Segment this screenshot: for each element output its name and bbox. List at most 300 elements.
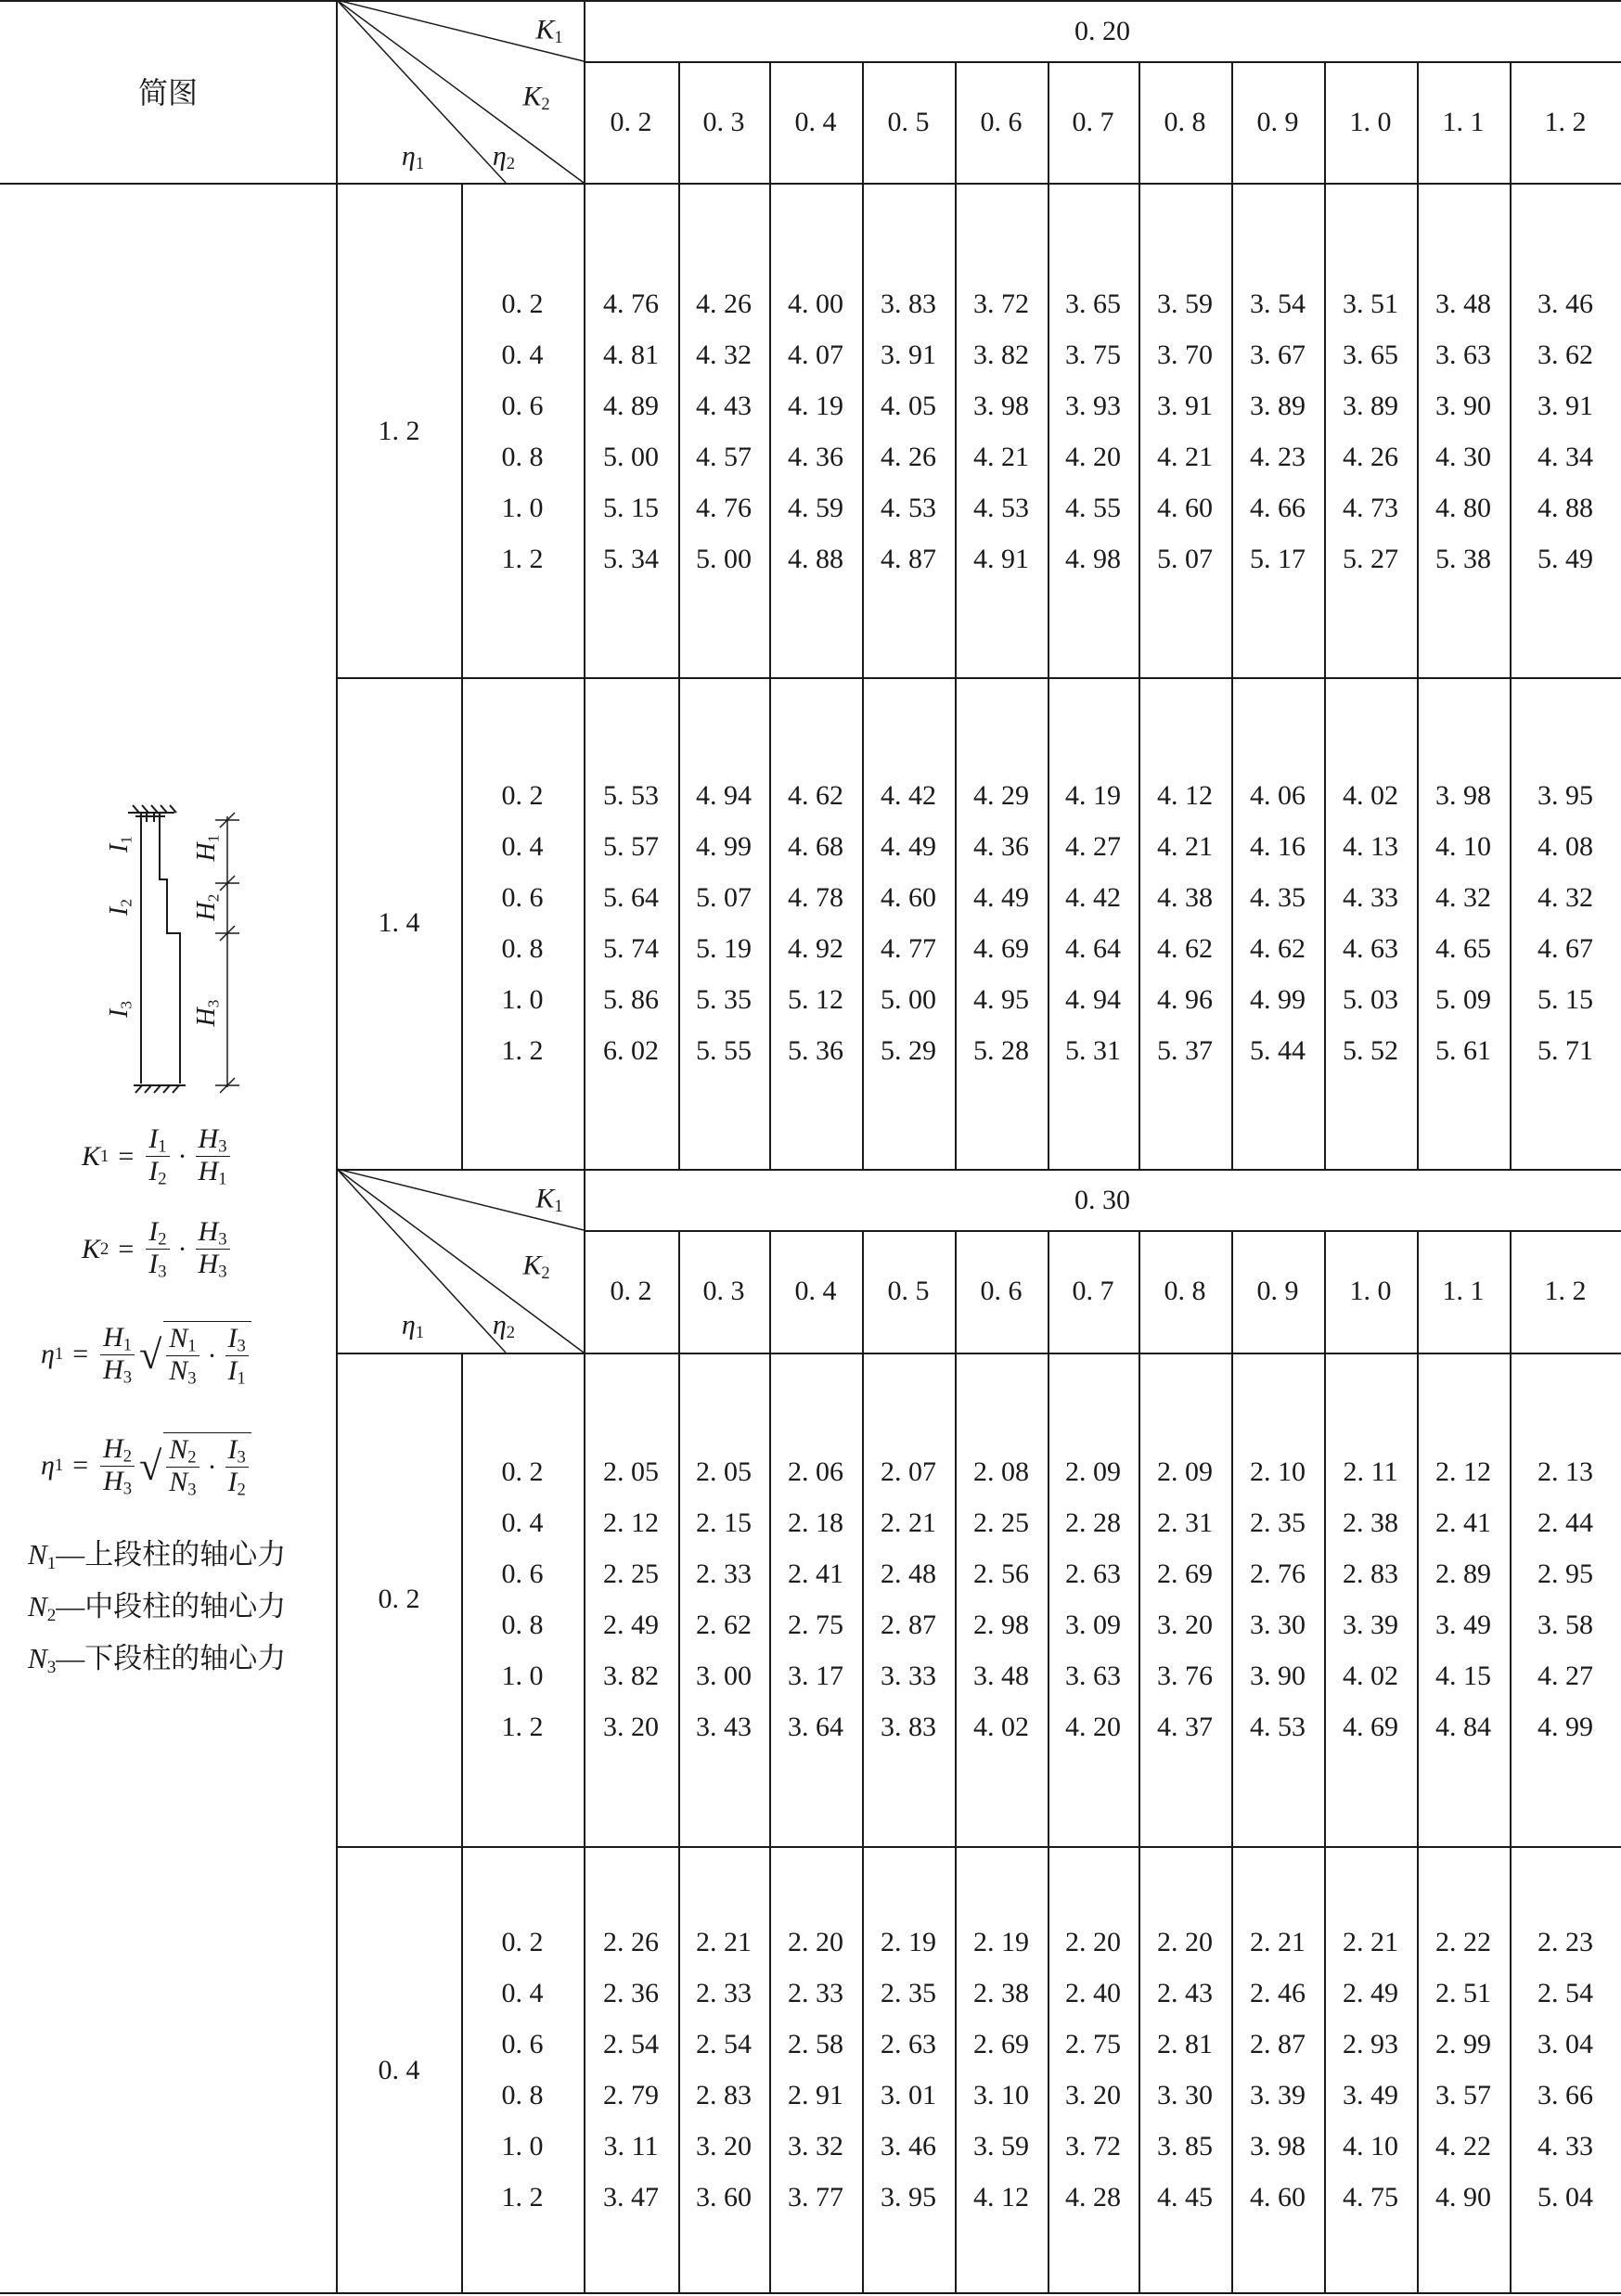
- eta2-header-label-2: $\eta_2$: [492, 1309, 516, 1343]
- table-cell: 3. 32: [788, 2131, 843, 2161]
- k2-column-header: 0. 8: [1164, 107, 1206, 137]
- table-cell: 4. 53: [881, 493, 936, 523]
- eta2-row-label: 0. 6: [501, 2029, 544, 2059]
- table-cell: 4. 53: [1250, 1712, 1306, 1742]
- table-cell: 3. 48: [973, 1661, 1029, 1691]
- table-cell: 3. 63: [1435, 340, 1491, 370]
- table-cell: 4. 20: [1065, 442, 1121, 472]
- k1-header-label-2: $K_1$: [535, 1183, 563, 1217]
- table-cell: 2. 10: [1250, 1456, 1306, 1487]
- eta2-row-label: 1. 2: [501, 1712, 544, 1742]
- table-cell: 4. 66: [1250, 493, 1306, 523]
- table-cell: 4. 19: [788, 391, 843, 421]
- eta2-row-label: 1. 0: [501, 2131, 544, 2161]
- table-cell: 4. 60: [881, 882, 936, 913]
- formula-eta2: η 1 = $\frac{H_2}{H_3}$ √ $\frac{N_2}{N_3}$ · $\frac{I_3}{I_2}$: [41, 1432, 251, 1499]
- table-cell: 2. 38: [973, 1978, 1029, 2008]
- table-cell: 3. 39: [1343, 1610, 1398, 1640]
- table-cell: 4. 26: [1343, 442, 1398, 472]
- table-cell: 2. 09: [1157, 1456, 1213, 1487]
- table-cell: 5. 00: [696, 544, 752, 574]
- legend-n2: $N_2—$中段柱的轴心力: [28, 1590, 287, 1625]
- table-cell: 3. 30: [1250, 1610, 1306, 1640]
- eta2-row-label: 0. 2: [501, 1927, 544, 1957]
- table-cell: 4. 32: [696, 340, 752, 370]
- table-cell: 4. 89: [603, 391, 659, 421]
- table-cell: 4. 07: [788, 340, 843, 370]
- legend-n3: $N_3—$下段柱的轴心力: [28, 1642, 287, 1677]
- table-cell: 2. 56: [973, 1558, 1029, 1589]
- eta2-row-label: 0. 8: [501, 933, 544, 964]
- table-cell: 3. 48: [1435, 289, 1491, 319]
- table-cell: 4. 98: [1065, 544, 1121, 574]
- k1-value-section-2: 0. 30: [1074, 1185, 1130, 1215]
- table-cell: 4. 06: [1250, 780, 1306, 811]
- table-cell: 4. 15: [1435, 1661, 1491, 1691]
- k2-column-header: 0. 5: [887, 1276, 930, 1306]
- table-cell: 3. 83: [881, 289, 936, 319]
- table-cell: 3. 20: [1065, 2080, 1121, 2110]
- k2-column-header: 0. 4: [794, 1276, 837, 1306]
- table-cell: 5. 49: [1537, 544, 1593, 574]
- table-cell: 3. 01: [881, 2080, 936, 2110]
- table-cell: 2. 20: [1157, 1927, 1213, 1957]
- table-cell: 2. 06: [788, 1456, 843, 1487]
- table-cell: 5. 34: [603, 544, 659, 574]
- eta2-row-label: 0. 2: [501, 1456, 544, 1487]
- table-cell: 5. 19: [696, 933, 752, 964]
- eta1-group-label: 0. 4: [378, 2055, 420, 2085]
- table-cell: 4. 78: [788, 882, 843, 913]
- table-cell: 4. 99: [1250, 984, 1306, 1015]
- table-cell: 5. 17: [1250, 544, 1306, 574]
- table-cell: 3. 98: [1435, 780, 1491, 811]
- table-cell: 2. 83: [696, 2080, 752, 2110]
- table-cell: 4. 27: [1065, 831, 1121, 862]
- label-i3: $I_3$: [105, 1000, 135, 1019]
- table-cell: 4. 96: [1157, 984, 1213, 1015]
- table-cell: 2. 05: [696, 1456, 752, 1487]
- table-cell: 2. 49: [603, 1610, 659, 1640]
- table-cell: 4. 42: [881, 780, 936, 811]
- k2-column-header: 0. 8: [1164, 1276, 1206, 1306]
- eta2-row-label: 0. 4: [501, 831, 544, 862]
- table-cell: 5. 00: [881, 984, 936, 1015]
- table-cell: 4. 62: [1157, 933, 1213, 964]
- table-cell: 4. 43: [696, 391, 752, 421]
- eta2-row-label: 0. 8: [501, 2080, 544, 2110]
- k2-column-header: 1. 0: [1349, 1276, 1392, 1306]
- table-cell: 3. 63: [1065, 1661, 1121, 1691]
- label-h1: $H_1$: [192, 834, 223, 862]
- eta2-row-label: 1. 0: [501, 1661, 544, 1691]
- table-cell: 2. 40: [1065, 1978, 1121, 2008]
- eta1-group-label: 1. 4: [378, 907, 420, 938]
- table-cell: 4. 73: [1343, 493, 1398, 523]
- table-cell: 2. 93: [1343, 2029, 1398, 2059]
- table-cell: 3. 20: [696, 2131, 752, 2161]
- table-cell: 2. 09: [1065, 1456, 1121, 1487]
- table-cell: 4. 59: [788, 493, 843, 523]
- table-cell: 2. 33: [788, 1978, 843, 2008]
- table-cell: 4. 38: [1157, 882, 1213, 913]
- table-cell: 2. 11: [1343, 1456, 1398, 1487]
- eta2-row-label: 1. 2: [501, 544, 544, 574]
- eta2-row-label: 0. 6: [501, 882, 544, 913]
- table-cell: 4. 84: [1435, 1712, 1491, 1742]
- table-cell: 4. 53: [973, 493, 1029, 523]
- table-cell: 5. 04: [1537, 2182, 1593, 2213]
- table-cell: 4. 32: [1435, 882, 1491, 913]
- table-cell: 3. 82: [603, 1661, 659, 1691]
- table-cell: 4. 64: [1065, 933, 1121, 964]
- table-cell: 5. 36: [788, 1035, 843, 1066]
- table-cell: 2. 21: [696, 1927, 752, 1957]
- table-cell: 3. 51: [1343, 289, 1398, 319]
- table-cell: 4. 00: [788, 289, 843, 319]
- eta1-group-label: 0. 2: [378, 1584, 420, 1614]
- table-cell: 4. 12: [973, 2182, 1029, 2213]
- k2-column-header: 1. 2: [1544, 1276, 1587, 1306]
- k2-column-header: 0. 7: [1072, 1276, 1114, 1306]
- table-cell: 2. 87: [1250, 2029, 1306, 2059]
- table-cell: 4. 26: [696, 289, 752, 319]
- table-cell: 4. 87: [881, 544, 936, 574]
- table-cell: 3. 57: [1435, 2080, 1491, 2110]
- table-cell: 3. 75: [1065, 340, 1121, 370]
- legend-n1: $N_1—$上段柱的轴心力: [28, 1538, 287, 1573]
- table-cell: 2. 25: [603, 1558, 659, 1589]
- table-cell: 3. 82: [973, 340, 1029, 370]
- table-cell: 5. 27: [1343, 544, 1398, 574]
- k2-column-header: 0. 3: [702, 1276, 745, 1306]
- table-cell: 2. 33: [696, 1558, 752, 1589]
- sqrt-sign-icon: √: [139, 1443, 162, 1489]
- table-cell: 2. 63: [881, 2029, 936, 2059]
- table-cell: 2. 28: [1065, 1507, 1121, 1538]
- table-cell: 5. 38: [1435, 544, 1491, 574]
- table-cell: 4. 02: [973, 1712, 1029, 1742]
- table-cell: 4. 92: [788, 933, 843, 964]
- table-cell: 3. 20: [1157, 1610, 1213, 1640]
- table-cell: 3. 65: [1065, 289, 1121, 319]
- table-cell: 4. 60: [1250, 2182, 1306, 2213]
- formula-k1: K 1 = $\frac{I_1}{I_2}$ · $\frac{H_3}{H_1}$: [82, 1124, 233, 1188]
- table-cell: 5. 52: [1343, 1035, 1398, 1066]
- table-cell: 3. 95: [881, 2182, 936, 2213]
- table-cell: 3. 11: [603, 2131, 659, 2161]
- table-cell: 2. 54: [696, 2029, 752, 2059]
- table-cell: 2. 15: [696, 1507, 752, 1538]
- table-cell: 4. 10: [1343, 2131, 1398, 2161]
- eta1-header-label: $\eta_1$: [401, 140, 425, 174]
- table-cell: 2. 12: [603, 1507, 659, 1538]
- table-cell: 4. 12: [1157, 780, 1213, 811]
- table-cell: 2. 22: [1435, 1927, 1491, 1957]
- table-cell: 2. 35: [881, 1978, 936, 2008]
- table-cell: 4. 05: [881, 391, 936, 421]
- table-cell: 2. 43: [1157, 1978, 1213, 2008]
- table-cell: 5. 35: [696, 984, 752, 1015]
- table-cell: 3. 77: [788, 2182, 843, 2213]
- table-cell: 5. 86: [603, 984, 659, 1015]
- table-cell: 2. 51: [1435, 1978, 1491, 2008]
- eta2-row-label: 0. 8: [501, 442, 544, 472]
- table-cell: 5. 07: [1157, 544, 1213, 574]
- table-cell: 2. 35: [1250, 1507, 1306, 1538]
- table-cell: 4. 55: [1065, 493, 1121, 523]
- eta1-group-label: 1. 2: [378, 416, 420, 446]
- table-cell: 3. 46: [1537, 289, 1593, 319]
- table-cell: 2. 54: [603, 2029, 659, 2059]
- table-cell: 4. 76: [603, 289, 659, 319]
- table-cell: 6. 02: [603, 1035, 659, 1066]
- table-cell: 4. 91: [973, 544, 1029, 574]
- table-cell: 4. 36: [788, 442, 843, 472]
- table-cell: 3. 49: [1343, 2080, 1398, 2110]
- table-cell: 2. 89: [1435, 1558, 1491, 1589]
- table-cell: 4. 81: [603, 340, 659, 370]
- table-cell: 5. 71: [1537, 1035, 1593, 1066]
- table-cell: 2. 41: [788, 1558, 843, 1589]
- eta2-row-label: 0. 4: [501, 1507, 544, 1538]
- table-cell: 2. 19: [881, 1927, 936, 1957]
- table-cell: 4. 26: [881, 442, 936, 472]
- table-cell: 5. 53: [603, 780, 659, 811]
- label-i1: $I_1$: [105, 835, 135, 853]
- table-cell: 4. 29: [973, 780, 1029, 811]
- table-cell: 4. 08: [1537, 831, 1593, 862]
- table-cell: 4. 88: [788, 544, 843, 574]
- table-cell: 4. 49: [881, 831, 936, 862]
- table-cell: 4. 69: [1343, 1712, 1398, 1742]
- table-cell: 3. 98: [1250, 2131, 1306, 2161]
- k1-header-label: $K_1$: [535, 14, 563, 48]
- table-cell: 4. 10: [1435, 831, 1491, 862]
- table-cell: 4. 94: [696, 780, 752, 811]
- table-cell: 4. 21: [973, 442, 1029, 472]
- k2-column-header: 0. 6: [980, 107, 1023, 137]
- table-cell: 4. 16: [1250, 831, 1306, 862]
- table-cell: 3. 70: [1157, 340, 1213, 370]
- table-cell: 5. 29: [881, 1035, 936, 1066]
- k2-column-header: 0. 7: [1072, 107, 1114, 137]
- table-cell: 4. 21: [1157, 831, 1213, 862]
- table-cell: 5. 57: [603, 831, 659, 862]
- table-cell: 3. 72: [973, 289, 1029, 319]
- table-cell: 2. 41: [1435, 1507, 1491, 1538]
- table-cell: 4. 19: [1065, 780, 1121, 811]
- table-cell: 4. 57: [696, 442, 752, 472]
- table-cell: 3. 72: [1065, 2131, 1121, 2161]
- k1-value-section-1: 0. 20: [1074, 16, 1130, 46]
- table-cell: 4. 45: [1157, 2182, 1213, 2213]
- table-cell: 4. 95: [973, 984, 1029, 1015]
- table-cell: 2. 58: [788, 2029, 843, 2059]
- table-cell: 3. 95: [1537, 780, 1593, 811]
- table-cell: 2. 26: [603, 1927, 659, 1957]
- table-cell: 3. 66: [1537, 2080, 1593, 2110]
- table-cell: 5. 37: [1157, 1035, 1213, 1066]
- table-cell: 4. 49: [973, 882, 1029, 913]
- eta2-row-label: 1. 2: [501, 1035, 544, 1066]
- table-cell: 2. 21: [1250, 1927, 1306, 1957]
- table-cell: 2. 20: [788, 1927, 843, 1957]
- table-cell: 4. 37: [1157, 1712, 1213, 1742]
- table-cell: 2. 36: [603, 1978, 659, 2008]
- k2-column-header: 0. 6: [980, 1276, 1023, 1306]
- table-cell: 4. 27: [1537, 1661, 1593, 1691]
- table-cell: 2. 31: [1157, 1507, 1213, 1538]
- table-cell: 4. 69: [973, 933, 1029, 964]
- eta2-header-label: $\eta_2$: [492, 140, 516, 174]
- k2-column-header: 0. 3: [702, 107, 745, 137]
- table-cell: 4. 94: [1065, 984, 1121, 1015]
- table-cell: 2. 75: [1065, 2029, 1121, 2059]
- table-cell: 3. 04: [1537, 2029, 1593, 2059]
- table-cell: 2. 44: [1537, 1507, 1593, 1538]
- table-cell: 5. 28: [973, 1035, 1029, 1066]
- table-cell: 4. 23: [1250, 442, 1306, 472]
- table-cell: 4. 88: [1537, 493, 1593, 523]
- table-cell: 2. 83: [1343, 1558, 1398, 1589]
- table-cell: 3. 00: [696, 1661, 752, 1691]
- table-cell: 2. 49: [1343, 1978, 1398, 2008]
- table-cell: 4. 67: [1537, 933, 1593, 964]
- table-cell: 2. 79: [603, 2080, 659, 2110]
- table-cell: 3. 20: [603, 1712, 659, 1742]
- table-cell: 3. 90: [1435, 391, 1491, 421]
- k2-column-header: 1. 2: [1544, 107, 1587, 137]
- table-cell: 4. 13: [1343, 831, 1398, 862]
- table-cell: 4. 21: [1157, 442, 1213, 472]
- table-cell: 3. 10: [973, 2080, 1029, 2110]
- table-cell: 3. 58: [1537, 1610, 1593, 1640]
- table-cell: 2. 13: [1537, 1456, 1593, 1487]
- table-cell: 2. 99: [1435, 2029, 1491, 2059]
- table-cell: 3. 30: [1157, 2080, 1213, 2110]
- table-cell: 3. 83: [881, 1712, 936, 1742]
- table-cell: 3. 62: [1537, 340, 1593, 370]
- table-cell: 4. 22: [1435, 2131, 1491, 2161]
- table-cell: 2. 07: [881, 1456, 936, 1487]
- table-cell: 3. 91: [1537, 391, 1593, 421]
- eta2-row-label: 0. 2: [501, 289, 544, 319]
- eta2-row-label: 0. 8: [501, 1610, 544, 1640]
- eta2-row-label: 0. 2: [501, 780, 544, 811]
- table-cell: 5. 03: [1343, 984, 1398, 1015]
- table-cell: 3. 59: [1157, 289, 1213, 319]
- k2-column-header: 0. 2: [610, 1276, 652, 1306]
- table-cell: 2. 75: [788, 1610, 843, 1640]
- table-cell: 3. 64: [788, 1712, 843, 1742]
- label-h2: $H_2$: [192, 893, 223, 921]
- label-h3: $H_3$: [192, 999, 223, 1027]
- table-cell: 4. 32: [1537, 882, 1593, 913]
- table-cell: 3. 85: [1157, 2131, 1213, 2161]
- eta2-row-label: 1. 0: [501, 984, 544, 1015]
- table-cell: 4. 63: [1343, 933, 1398, 964]
- table-cell: 2. 46: [1250, 1978, 1306, 2008]
- table-cell: 4. 76: [696, 493, 752, 523]
- table-cell: 3. 09: [1065, 1610, 1121, 1640]
- table-cell: 4. 33: [1343, 882, 1398, 913]
- table-cell: 2. 19: [973, 1927, 1029, 1957]
- table-cell: 4. 36: [973, 831, 1029, 862]
- table-cell: 2. 63: [1065, 1558, 1121, 1589]
- table-cell: 4. 80: [1435, 493, 1491, 523]
- table-cell: 3. 91: [881, 340, 936, 370]
- formula-eta1: η 1 = $\frac{H_1}{H_3}$ √ $\frac{N_1}{N_3}$ · $\frac{I_3}{I_1}$: [41, 1321, 251, 1388]
- table-cell: 3. 60: [696, 2182, 752, 2213]
- table-cell: 2. 21: [881, 1507, 936, 1538]
- table-cell: 2. 12: [1435, 1456, 1491, 1487]
- table-cell: 4. 20: [1065, 1712, 1121, 1742]
- table-cell: 2. 81: [1157, 2029, 1213, 2059]
- table-cell: 5. 74: [603, 933, 659, 964]
- table-cell: 3. 46: [881, 2131, 936, 2161]
- table-cell: 5. 55: [696, 1035, 752, 1066]
- table-cell: 2. 08: [973, 1456, 1029, 1487]
- table-cell: 4. 02: [1343, 780, 1398, 811]
- label-i2: $I_2$: [105, 898, 135, 917]
- table-cell: 4. 42: [1065, 882, 1121, 913]
- table-cell: 2. 25: [973, 1507, 1029, 1538]
- table-cell: 4. 60: [1157, 493, 1213, 523]
- k2-column-header: 0. 9: [1256, 1276, 1299, 1306]
- table-cell: 5. 64: [603, 882, 659, 913]
- eta2-row-label: 1. 0: [501, 493, 544, 523]
- table-cell: 3. 33: [881, 1661, 936, 1691]
- table-cell: 4. 30: [1435, 442, 1491, 472]
- table-cell: 2. 98: [973, 1610, 1029, 1640]
- table-cell: 4. 68: [788, 831, 843, 862]
- k2-column-header: 1. 1: [1442, 107, 1485, 137]
- table-cell: 4. 34: [1537, 442, 1593, 472]
- table-cell: 2. 18: [788, 1507, 843, 1538]
- eta2-row-label: 0. 6: [501, 1558, 544, 1589]
- table-cell: 3. 93: [1065, 391, 1121, 421]
- table-cell: 4. 33: [1537, 2131, 1593, 2161]
- formula-k2: K 2 = $\frac{I_2}{I_3}$ · $\frac{H_3}{H_3}$: [82, 1217, 233, 1281]
- table-cell: 2. 54: [1537, 1978, 1593, 2008]
- eta2-row-label: 0. 4: [501, 340, 544, 370]
- k2-column-header: 0. 9: [1256, 107, 1299, 137]
- table-cell: 4. 90: [1435, 2182, 1491, 2213]
- table-cell: 2. 87: [881, 1610, 936, 1640]
- table-cell: 4. 65: [1435, 933, 1491, 964]
- table-cell: 2. 23: [1537, 1927, 1593, 1957]
- eta2-row-label: 0. 4: [501, 1978, 544, 2008]
- k2-column-header: 0. 5: [887, 107, 930, 137]
- table-cell: 2. 05: [603, 1456, 659, 1487]
- table-cell: 4. 02: [1343, 1661, 1398, 1691]
- sqrt-sign-icon: √: [139, 1331, 162, 1378]
- table-cell: 5. 00: [603, 442, 659, 472]
- eta1-header-label-2: $\eta_1$: [401, 1309, 425, 1343]
- table-cell: 2. 95: [1537, 1558, 1593, 1589]
- table-cell: 3. 90: [1250, 1661, 1306, 1691]
- table-cell: 3. 91: [1157, 391, 1213, 421]
- k2-column-header: 1. 1: [1442, 1276, 1485, 1306]
- diagram-header: 简图: [137, 76, 199, 109]
- table-cell: 5. 15: [1537, 984, 1593, 1015]
- table-cell: 5. 15: [603, 493, 659, 523]
- table-cell: 5. 31: [1065, 1035, 1121, 1066]
- table-cell: 2. 48: [881, 1558, 936, 1589]
- table-cell: 2. 69: [1157, 1558, 1213, 1589]
- table-cell: 2. 91: [788, 2080, 843, 2110]
